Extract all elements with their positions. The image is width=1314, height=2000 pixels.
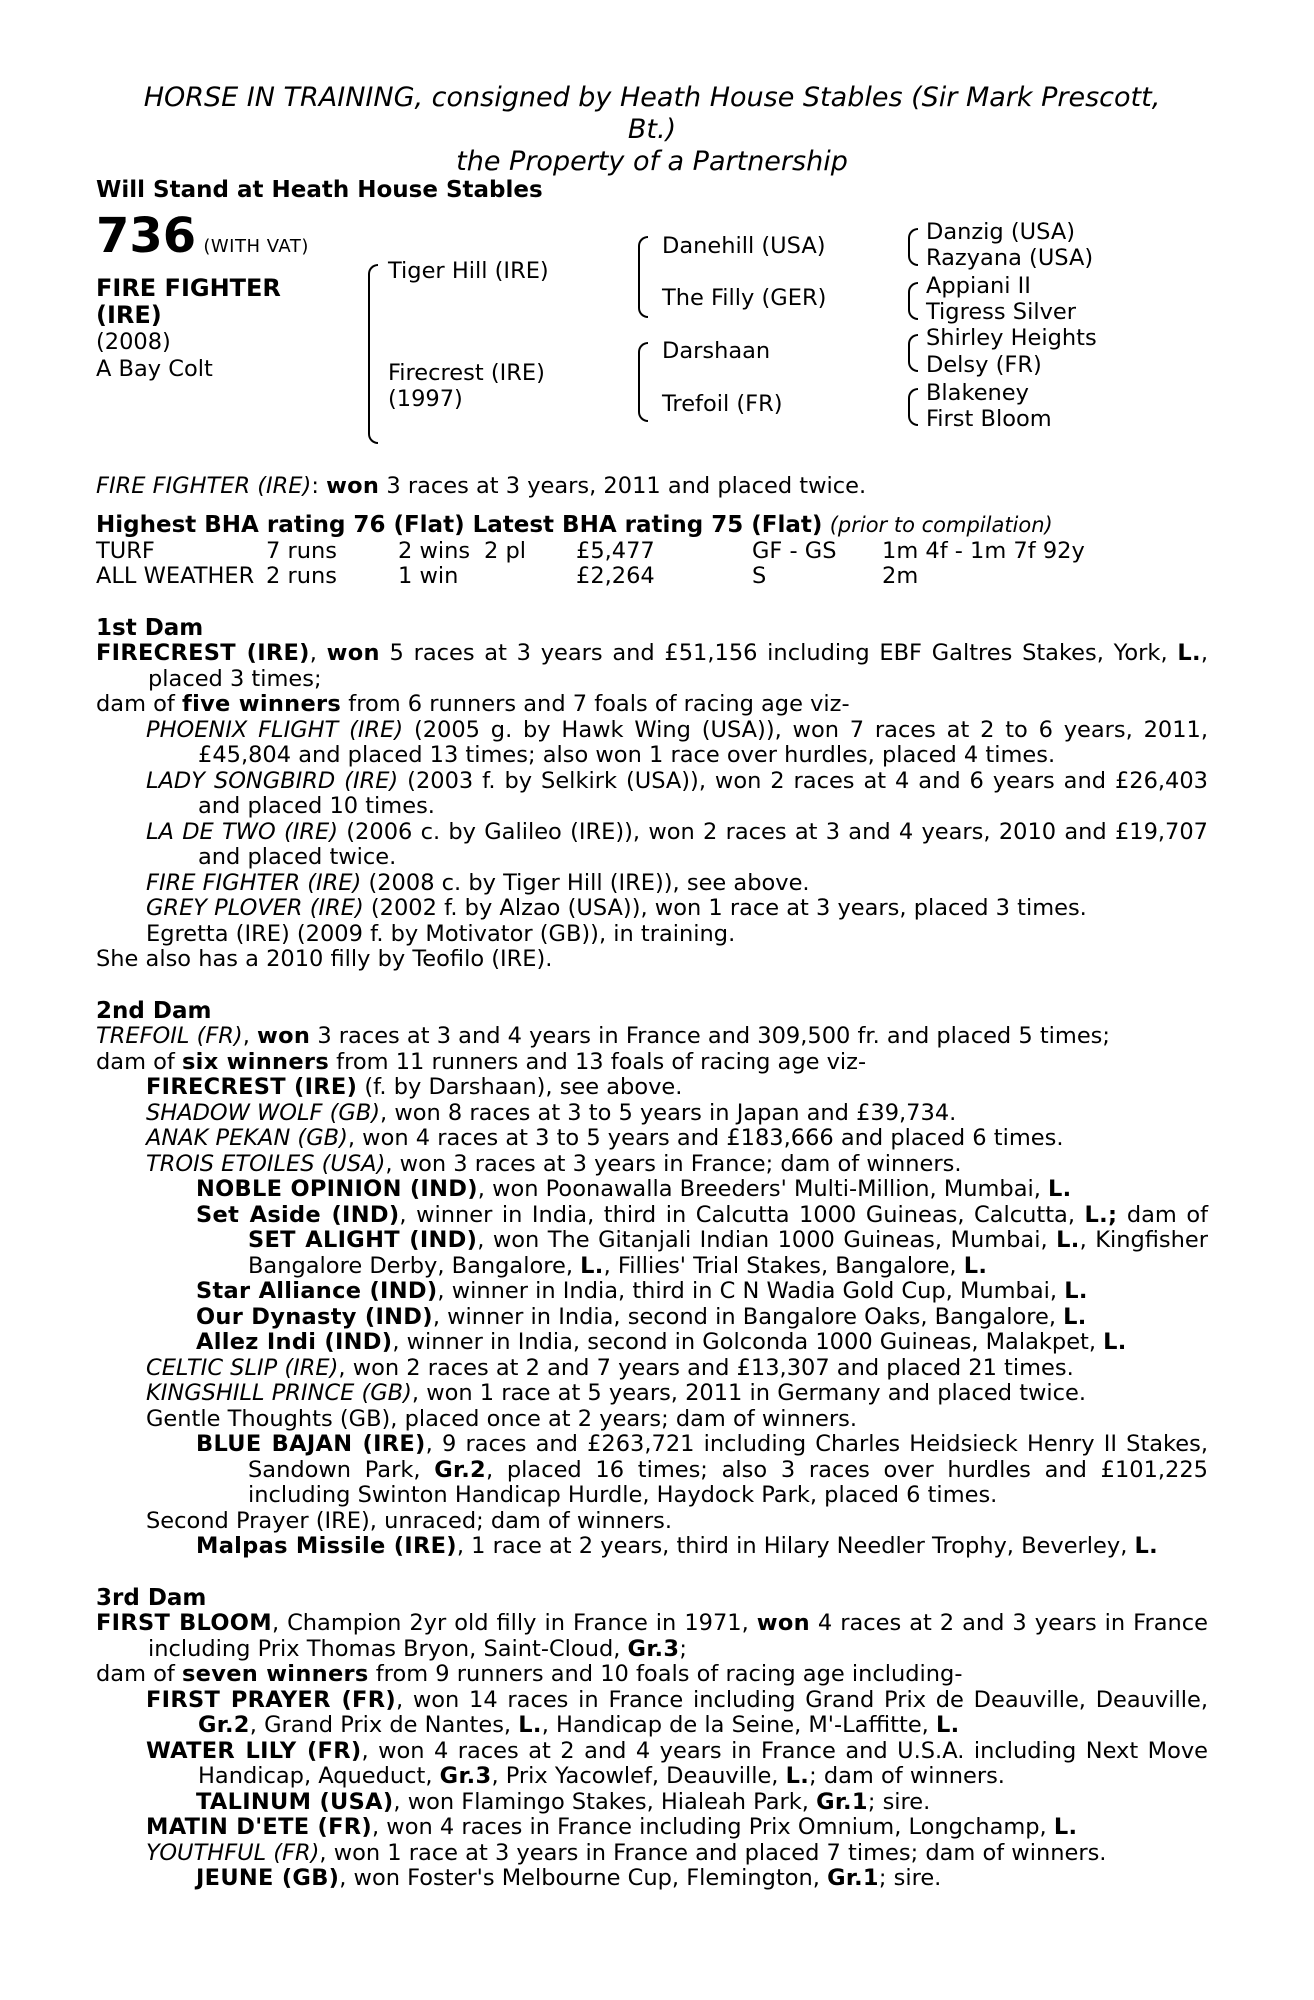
produce-item: Second Prayer (IRE), unraced; dam of winners. bbox=[146, 1507, 672, 1534]
bha-rating: Highest BHA rating 76 (Flat) Latest BHA rating 75 (Flat) (prior to compilation) bbox=[96, 512, 1053, 538]
dam-year: (1997) bbox=[388, 385, 463, 412]
produce-item: Egretta (IRE) (2009 f. by Motivator (GB)), in training. bbox=[146, 920, 736, 947]
second-dam-section bbox=[96, 999, 1208, 1560]
heading-line-1: HORSE IN TRAINING, consigned by Heath House Stables (Sir Mark Prescott, bbox=[143, 82, 1161, 113]
produce-note: She also has a 2010 filly by Teofilo (IRE). bbox=[96, 946, 553, 972]
race-summary: FIRE FIGHTER (IRE): won 3 races at 3 years, 2011 and placed twice. bbox=[96, 472, 867, 499]
dam-sire: Darshaan bbox=[662, 337, 771, 364]
brace-g3-1 bbox=[908, 228, 918, 266]
g3-dsd: Delsy (FR) bbox=[926, 351, 1042, 378]
brace-g3-3 bbox=[908, 334, 918, 372]
g3-sdd: Tigress Silver bbox=[926, 298, 1076, 325]
g3-ddd: First Bloom bbox=[926, 405, 1052, 432]
page-heading bbox=[96, 82, 1208, 178]
third-dam-section bbox=[96, 1586, 1208, 1892]
produce-item: FIRE FIGHTER (IRE) (2008 c. by Tiger Hill (IRE)), see above. bbox=[146, 869, 810, 896]
g3-ssd: Razyana (USA) bbox=[926, 244, 1094, 271]
catalogue-page bbox=[96, 82, 1208, 1892]
second-dam-record: TREFOIL (FR), won 3 races at 3 and 4 years in France and 309,500 fr. and placed 5 times; bbox=[96, 1023, 1110, 1049]
sire-sire: Danehill (USA) bbox=[662, 232, 826, 259]
produce-subitem: Allez Indi (IND), winner in India, second in Golconda 1000 Guineas, Malakpet, L. bbox=[196, 1329, 1127, 1355]
produce-subitem: NOBLE OPINION (IND), won Poonawalla Breeders' Multi-Million, Mumbai, L. bbox=[196, 1176, 1072, 1202]
produce-item: LA DE TWO (IRE) (2006 c. by Galileo (IRE)), won 2 races at 3 and 4 years, 2010 and £19,707 and placed twice. bbox=[146, 818, 1208, 870]
horse-name: FIRE FIGHTER bbox=[96, 273, 281, 302]
produce-subitem: BLUE BAJAN (IRE), 9 races and £263,721 including Charles Heidsieck Henry II Stakes, Sandown Park, Gr.2, placed 16 times; also 3 races over hurdles and £101,225 including Swinton Handicap Hurdle, Haydock Park, placed 6 times. bbox=[196, 1431, 1209, 1508]
horse-description: A Bay Colt bbox=[96, 355, 213, 382]
produce-subitem: Star Alliance (IND), winner in India, third in C N Wadia Gold Cup, Mumbai, L. bbox=[196, 1278, 1088, 1304]
heading-line-3: the Property of a Partnership bbox=[456, 146, 848, 177]
first-dam-title: 1st Dam bbox=[96, 614, 204, 641]
produce-item: FIRST PRAYER (FR), won 14 races in France including Grand Prix de Deauville, Deauville, Gr.2, Grand Prix de Nantes, L., Handicap de la Seine, M'-Laffitte, L. bbox=[146, 1686, 1208, 1738]
heading-line-2: Bt.) bbox=[627, 114, 677, 145]
brace-sire-line bbox=[638, 236, 648, 318]
produce-subitem: Our Dynasty (IND), winner in India, second in Bangalore Oaks, Bangalore, L. bbox=[196, 1303, 1087, 1330]
produce-item: ANAK PEKAN (GB), won 4 races at 3 to 5 years and £183,666 and placed 6 times. bbox=[146, 1125, 1064, 1151]
produce-item: FIRECREST (IRE) (f. by Darshaan), see above. bbox=[146, 1074, 683, 1100]
g3-sds: Appiani II bbox=[926, 272, 1031, 299]
g3-sss: Danzig (USA) bbox=[926, 218, 1075, 245]
g3-dss: Shirley Heights bbox=[926, 324, 1097, 351]
lot-number-line bbox=[96, 207, 309, 264]
first-dam-record: FIRECREST (IRE), won 5 races at 3 years and £51,156 including EBF Galtres Stakes, York, L., placed 3 times; bbox=[96, 640, 1208, 692]
second-dam-title: 2nd Dam bbox=[96, 997, 212, 1024]
third-dam-record: FIRST BLOOM, Champion 2yr old filly in France in 1971, won 4 races at 2 and 3 years in France including Prix Thomas Bryon, Saint-Cloud, Gr.3; bbox=[96, 1610, 1208, 1662]
first-dam-section bbox=[96, 616, 1208, 973]
stand-line: Will Stand at Heath House Stables bbox=[96, 177, 543, 203]
produce-item: WATER LILY (FR), won 4 races at 2 and 4 years in France and U.S.A. including Next Move Handicap, Aqueduct, Gr.3, Prix Yacowlef, Deauville, L.; dam of winners. bbox=[146, 1737, 1209, 1789]
brace-dam-line bbox=[638, 342, 648, 422]
third-dam-title: 3rd Dam bbox=[96, 1584, 207, 1611]
produce-item: MATIN D'ETE (FR), won 4 races in France including Prix Omnium, Longchamp, L. bbox=[146, 1814, 1078, 1840]
second-dam-produce-summary: dam of six winners from 11 runners and 13 foals of racing age viz- bbox=[96, 1048, 867, 1075]
produce-item: YOUTHFUL (FR), won 1 race at 3 years in France and placed 7 times; dam of winners. bbox=[146, 1839, 1107, 1866]
lot-number: 736 bbox=[96, 207, 197, 264]
pedigree-table bbox=[96, 207, 1208, 464]
dam: Firecrest (IRE) bbox=[388, 359, 545, 386]
horse-year: (2008) bbox=[96, 328, 171, 355]
lot-vat: (WITH VAT) bbox=[203, 235, 309, 257]
produce-item: PHOENIX FLIGHT (IRE) (2005 g. by Hawk Wing (USA)), won 7 races at 2 to 6 years, 2011, £45,804 and placed 13 times; also won 1 race over hurdles, placed 4 times. bbox=[146, 716, 1208, 768]
produce-item: LADY SONGBIRD (IRE) (2003 f. by Selkirk (USA)), won 2 races at 4 and 6 years and £26,403 and placed 10 times. bbox=[146, 767, 1208, 819]
produce-subitem: TALINUM (USA), won Flamingo Stakes, Hialeah Park, Gr.1; sire. bbox=[196, 1788, 931, 1815]
produce-item: GREY PLOVER (IRE) (2002 f. by Alzao (USA)), won 1 race at 3 years, placed 3 times. bbox=[146, 895, 1087, 921]
brace-g3-2 bbox=[908, 282, 918, 320]
horse-country: (IRE) bbox=[96, 300, 162, 329]
brace-generation-1 bbox=[368, 264, 378, 444]
brace-g3-4 bbox=[908, 388, 918, 426]
first-dam-produce-summary: dam of five winners from 6 runners and 7 foals of racing age viz- bbox=[96, 691, 850, 717]
turf-row: TURF 7 runs 2 wins 2 pl £5,477 GF - GS 1m 4f - 1m 7f 92y bbox=[96, 537, 1085, 564]
sire: Tiger Hill (IRE) bbox=[388, 257, 549, 284]
produce-subitem: Malpas Missile (IRE), 1 race at 2 years, third in Hilary Needler Trophy, Beverley, L. bbox=[196, 1533, 1159, 1559]
produce-item: SHADOW WOLF (GB), won 8 races at 3 to 5 years in Japan and £39,734. bbox=[146, 1099, 957, 1126]
g3-dds: Blakeney bbox=[926, 379, 1029, 406]
produce-item: KINGSHILL PRINCE (GB), won 1 race at 5 years, 2011 in Germany and placed twice. bbox=[146, 1380, 1087, 1406]
produce-subitem: JEUNE (GB), won Foster's Melbourne Cup, Flemington, Gr.1; sire. bbox=[196, 1865, 942, 1891]
produce-item: CELTIC SLIP (IRE), won 2 races at 2 and 7 years and £13,307 and placed 21 times. bbox=[146, 1354, 1074, 1381]
produce-subitem: Set Aside (IND), winner in India, third in Calcutta 1000 Guineas, Calcutta, L.; dam of SET ALIGHT (IND), won The Gitanjali Indian 1000 Guineas, Mumbai, L., Kingfisher Bangalore Derby, Bangalore, L., Fillies' Trial Stakes, Bangalore, L. bbox=[196, 1201, 1209, 1279]
third-dam-produce-summary: dam of seven winners from 9 runners and 10 foals of racing age including- bbox=[96, 1661, 963, 1687]
dam-dam: Trefoil (FR) bbox=[662, 390, 783, 417]
all-weather-row: ALL WEATHER 2 runs 1 win £2,264 S 2m bbox=[96, 563, 919, 589]
produce-item: Gentle Thoughts (GB), placed once at 2 years; dam of winners. bbox=[146, 1405, 857, 1432]
sire-dam: The Filly (GER) bbox=[662, 284, 827, 311]
produce-item: TROIS ETOILES (USA), won 3 races at 3 years in France; dam of winners. bbox=[146, 1150, 962, 1177]
